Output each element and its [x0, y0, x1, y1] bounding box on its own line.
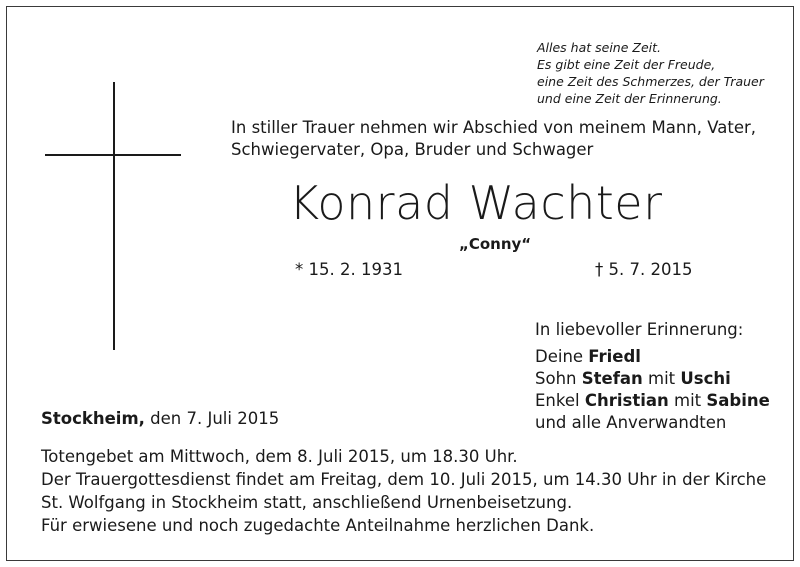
- relation-label: Enkel: [535, 391, 585, 410]
- funeral-info: [41, 445, 766, 537]
- intro-text: [231, 117, 756, 161]
- footer-line: St. Wolfgang in Stockheim statt, anschließend Urnenbeisetzung.: [41, 493, 573, 512]
- mourner-line: und alle Anverwandten: [535, 413, 727, 432]
- mourners-heading: In liebevoller Erinnerung:: [535, 320, 744, 339]
- poem-line: Alles hat seine Zeit.: [537, 40, 661, 55]
- intro-line: In stiller Trauer nehmen wir Abschied von meinem Mann, Vater,: [231, 118, 757, 137]
- mourner-name: Friedl: [588, 347, 641, 366]
- relation-label: Sohn: [535, 369, 582, 388]
- mourners-list: [535, 319, 770, 434]
- relation-label: Deine: [535, 347, 589, 366]
- mourner-name: Christian: [584, 391, 669, 410]
- mourner-line: [535, 346, 770, 368]
- connector-text: mit: [642, 369, 681, 388]
- death-date: † 5. 7. 2015: [595, 260, 693, 279]
- poem-quote: [537, 39, 764, 107]
- footer-line: Der Trauergottesdienst findet am Freitag, dem 10. Juli 2015, um 14.30 Uhr in der Kirche: [41, 470, 767, 489]
- mourner-line: [535, 390, 770, 412]
- date-text: den 7. Juli 2015: [144, 409, 280, 428]
- connector-text: mit: [668, 391, 707, 410]
- mourner-name: Stefan: [581, 369, 643, 388]
- birth-date: * 15. 2. 1931: [295, 260, 403, 279]
- cross-horizontal-bar: [45, 154, 181, 156]
- mourner-name: Sabine: [706, 391, 770, 410]
- mourner-line: [535, 368, 770, 390]
- deceased-nickname: „Conny“: [459, 235, 532, 253]
- deceased-name: Konrad Wachter: [289, 176, 663, 230]
- poem-line: Es gibt eine Zeit der Freude,: [537, 57, 716, 72]
- footer-line: Für erwiesene und noch zugedachte Anteilnahme herzlichen Dank.: [41, 516, 595, 535]
- place-name: Stockheim,: [41, 409, 145, 428]
- footer-line: Totengebet am Mittwoch, dem 8. Juli 2015, um 18.30 Uhr.: [41, 447, 518, 466]
- poem-line: und eine Zeit der Erinnerung.: [537, 91, 722, 106]
- mourner-name: Uschi: [680, 369, 731, 388]
- cross-vertical-bar: [113, 82, 115, 350]
- place-date: [41, 408, 279, 430]
- poem-line: eine Zeit des Schmerzes, der Trauer: [537, 74, 764, 89]
- obituary-card: [6, 6, 794, 561]
- intro-line: Schwiegervater, Opa, Bruder und Schwager: [231, 140, 594, 159]
